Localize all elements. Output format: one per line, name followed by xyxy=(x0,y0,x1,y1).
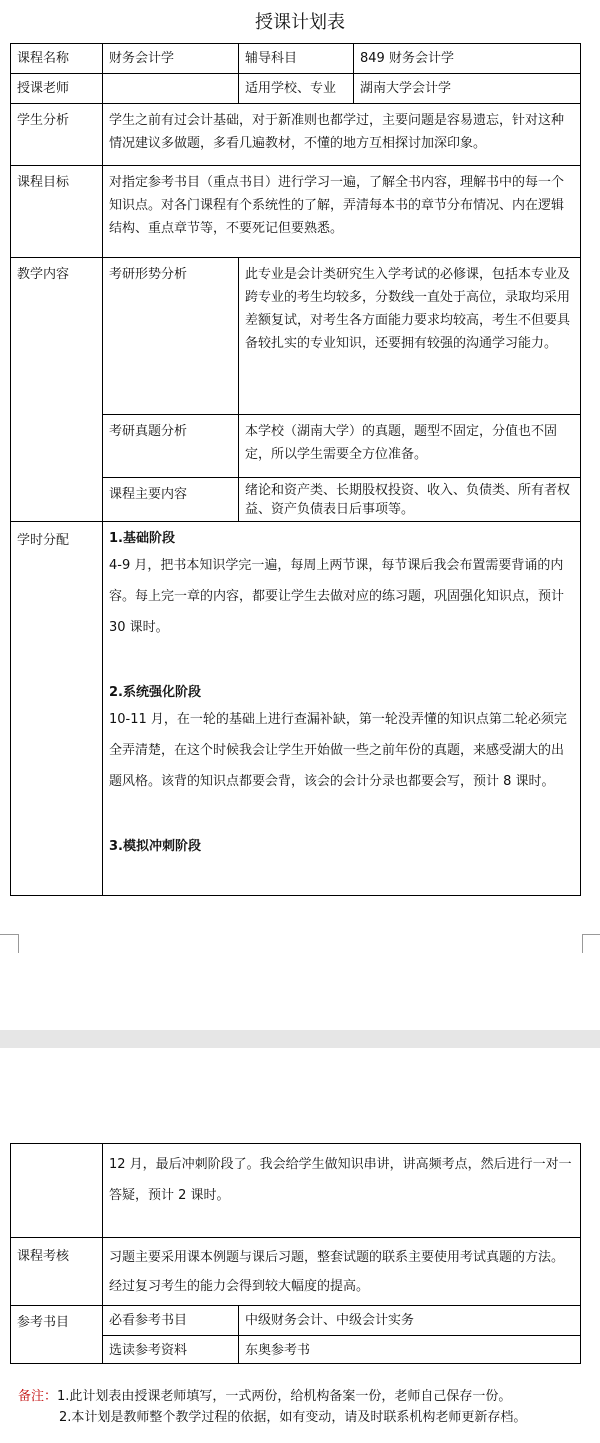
stage2-title: 2.系统强化阶段 xyxy=(109,685,201,700)
student-analysis-text: 学生之前有过会计基础，对于新准则也都学过，主要问题是容易遗忘，针对这种情况建议多做题，多看几遍教材，不懂的地方互相探讨加深印象。 xyxy=(103,104,581,166)
teacher-value xyxy=(103,74,239,104)
stage1-title: 1.基础阶段 xyxy=(109,531,175,546)
past-exam-text: 本学校（湖南大学）的真题，题型不固定，分值也不固定，所以学生需要全方位准备。 xyxy=(239,415,581,478)
tutoring-subject-value: 849 财务会计学 xyxy=(354,44,581,74)
assessment-text: 习题主要采用课本例题与课后习题，整套试题的联系主要使用考试真题的方法。经过复习考生的能力会得到较大幅度的提高。 xyxy=(103,1238,581,1306)
schedule-label: 学时分配 xyxy=(11,522,103,896)
course-goal-text: 对指定参考书目（重点书目）进行学习一遍，了解全书内容，理解书中的每一个知识点。对各门课程有个系统性的了解，弄清每本书的章节分布情况、内在逻辑结构、重点章节等，不要死记但要熟悉。 xyxy=(103,166,581,258)
required-books-label: 必看参考书目 xyxy=(103,1306,239,1336)
teaching-content-label: 教学内容 xyxy=(11,258,103,522)
main-content-text: 绪论和资产类、长期股权投资、收入、负债类、所有者权益、资产负债表日后事项等。 xyxy=(239,478,581,522)
plan-table-page1 xyxy=(10,43,581,896)
references-label: 参考书目 xyxy=(11,1306,103,1364)
teacher-label: 授课老师 xyxy=(11,74,103,104)
tutoring-subject-label: 辅导科目 xyxy=(239,44,354,74)
school-value: 湖南大学会计学 xyxy=(354,74,581,104)
school-label: 适用学校、专业 xyxy=(239,74,354,104)
page-title: 授课计划表 xyxy=(255,12,345,33)
corner-mark xyxy=(582,934,600,953)
exam-trend-label: 考研形势分析 xyxy=(103,258,239,415)
corner-mark xyxy=(0,934,19,953)
past-exam-label: 考研真题分析 xyxy=(103,415,239,478)
exam-trend-text: 此专业是会计类研究生入学考试的必修课，包括本专业及跨专业的考生均较多，分数线一直处于高位，录取均采用差额复试，对考生各方面能力要求均较高，考生不但要具备较扎实的专业知识，还要拥有较强的沟通学习能力。 xyxy=(239,258,581,415)
plan-table-page2 xyxy=(10,1143,581,1364)
student-analysis-label: 学生分析 xyxy=(11,104,103,166)
stage3-title: 3.模拟冲刺阶段 xyxy=(109,839,201,854)
notes-label: 备注： xyxy=(18,1389,58,1404)
stage2-text: 10-11 月，在一轮的基础上进行查漏补缺，第一轮没弄懂的知识点第二轮必须完全弄清楚，在这个时候我会让学生开始做一些之前年份的真题，来感受湖大的出题风格。该背的知识点都要会背，该会的会计分录也都要会写，预计 8 课时。 xyxy=(109,712,567,789)
optional-books-label: 选读参考资料 xyxy=(103,1336,239,1364)
course-goal-label: 课程目标 xyxy=(11,166,103,258)
main-content-label: 课程主要内容 xyxy=(103,478,239,522)
required-books-value: 中级财务会计、中级会计实务 xyxy=(239,1306,581,1336)
notes xyxy=(18,1386,526,1428)
course-name-value: 财务会计学 xyxy=(103,44,239,74)
note-1: 1.此计划表由授课老师填写，一式两份，给机构备案一份，老师自己保存一份。 xyxy=(57,1389,512,1404)
stage3-text: 12 月，最后冲刺阶段了。我会给学生做知识串讲，讲高频考点，然后进行一对一答疑，预计 2 课时。 xyxy=(103,1144,581,1238)
page-break xyxy=(0,1030,600,1048)
optional-books-value: 东奥参考书 xyxy=(239,1336,581,1364)
note-2: 2.本计划是教师整个教学过程的依据，如有变动，请及时联系机构老师更新存档。 xyxy=(59,1410,527,1425)
stage1-text: 4-9 月，把书本知识学完一遍，每周上两节课，每节课后我会布置需要背诵的内容。每上完一章的内容，都要让学生去做对应的练习题，巩固强化知识点，预计 30 课时。 xyxy=(109,558,565,635)
course-name-label: 课程名称 xyxy=(11,44,103,74)
assessment-label: 课程考核 xyxy=(11,1238,103,1306)
